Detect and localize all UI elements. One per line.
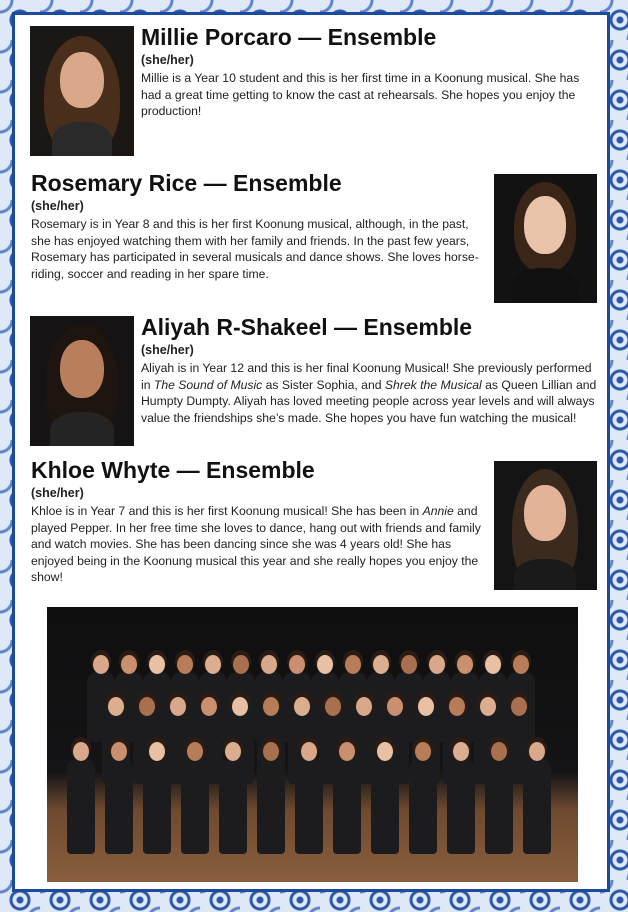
bio-pronouns: (she/her) xyxy=(141,53,194,67)
headshot-millie xyxy=(30,26,134,156)
headshot-aliyah xyxy=(30,316,134,446)
bio-text: Millie is a Year 10 student and this is her first time in a Koonung musical. She has had a great time getting to know the cast at rehearsals. She hopes you enjoy the production! xyxy=(141,71,580,119)
bio-text xyxy=(31,503,489,586)
bio-millie xyxy=(141,24,596,120)
show-title: Annie xyxy=(422,504,454,518)
headshot-khloe xyxy=(494,461,597,590)
bio-text-part: Aliyah is in Year 12 and this is her final Koonung Musical! She previously performed in xyxy=(141,361,592,392)
bio-text-part: as Sister Sophia, and xyxy=(262,377,385,392)
bio-text xyxy=(141,360,597,426)
bio-khloe xyxy=(31,457,489,586)
bio-rosemary xyxy=(31,170,489,282)
bio-pronouns: (she/her) xyxy=(141,343,194,357)
bio-pronouns: (she/her) xyxy=(31,199,84,213)
bio-text-part: Khloe is in Year 7 and this is her first Koonung musical! She has been in xyxy=(31,504,423,518)
cast-group-photo xyxy=(47,607,578,882)
bio-pronouns: (she/her) xyxy=(31,486,84,500)
show-title: Shrek the Musical xyxy=(384,377,482,392)
bio-name: Khloe Whyte — Ensemble xyxy=(31,457,315,483)
bio-name: Rosemary Rice — Ensemble xyxy=(31,170,342,196)
bio-text-part: as Queen Lillian and Humpty Dumpty. Aliyah has loved meeting people across year levels and will always value the friendships she’s made. She hopes you have fun watching the musical! xyxy=(141,377,597,425)
program-page xyxy=(12,12,610,892)
show-title: The Sound of Music xyxy=(153,377,263,392)
bio-name: Aliyah R-Shakeel — Ensemble xyxy=(141,314,473,340)
headshot-rosemary xyxy=(494,174,597,303)
bio-name: Millie Porcaro — Ensemble xyxy=(141,24,437,50)
bio-aliyah xyxy=(141,314,597,426)
bio-text-part: and played Pepper. In her free time she loves to dance, hang out with friends and family and watch movies. She has been dancing since she was 4 years old! She has enjoyed being in the Koonung musical this year and she really hopes you enjoy the show! xyxy=(31,504,481,585)
bio-text: Rosemary is in Year 8 and this is her first Koonung musical, although, in the past, she has enjoyed watching them with her family and friends. In the past few years, Rosemary has participated in several musicals and dance shows. She loves horse-riding, soccer and reading in her spare time. xyxy=(31,217,479,281)
